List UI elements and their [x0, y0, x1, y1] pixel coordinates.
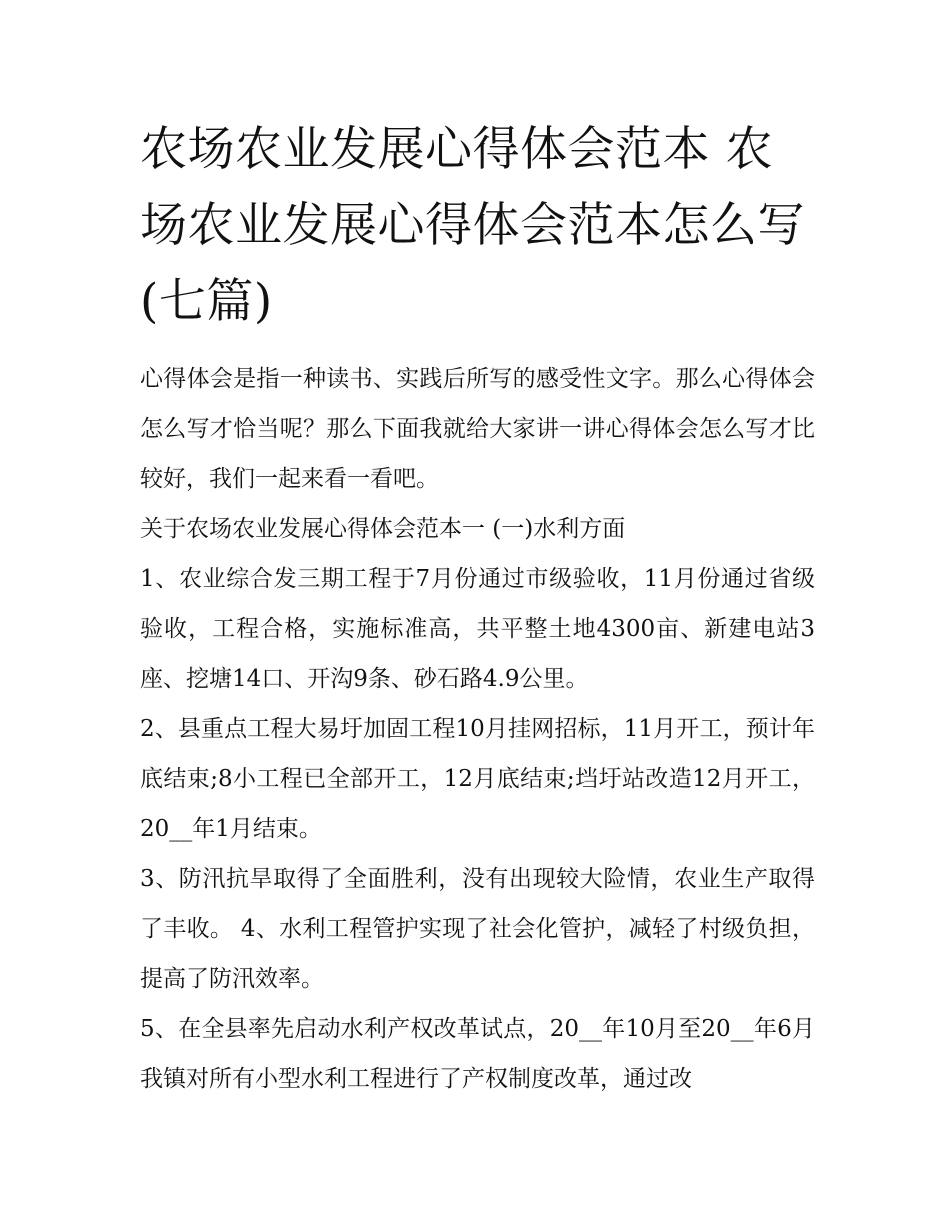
- section-heading: 关于农场农业发展心得体会范本一 (一)水利方面: [140, 516, 626, 542]
- list-item-3-4: 3、防汛抗旱取得了全面胜利，没有出现较大险情，农业生产取得了丰收。 4、水利工程管护实现了社会化管护，减轻了村级负担，提高了防汛效率。: [140, 866, 815, 992]
- document-title: 农场农业发展心得体会范本 农场农业发展心得体会范本怎么写(七篇): [140, 122, 805, 329]
- document-body: [140, 112, 815, 1104]
- list-item-5: 5、在全县率先启动水利产权改革试点，20__年10月至20__年6月我镇对所有小型水利工程进行了产权制度改革，通过改: [140, 1016, 815, 1092]
- intro-paragraph: 心得体会是指一种读书、实践后所写的感受性文字。那么心得体会怎么写才恰当呢？那么下面我就给大家讲一讲心得体会怎么写才比较好，我们一起来看一看吧。: [140, 366, 815, 492]
- list-item-2: 2、县重点工程大易圩加固工程10月挂网招标，11月开工，预计年底结束;8小工程已全部开工，12月底结束;垱圩站改造12月开工，20__年1月结束。: [140, 716, 815, 842]
- list-item-1: 1、农业综合发三期工程于7月份通过市级验收，11月份通过省级验收，工程合格，实施标准高，共平整土地4300亩、新建电站3座、挖塘14口、开沟9条、砂石路4.9公里。: [140, 566, 815, 692]
